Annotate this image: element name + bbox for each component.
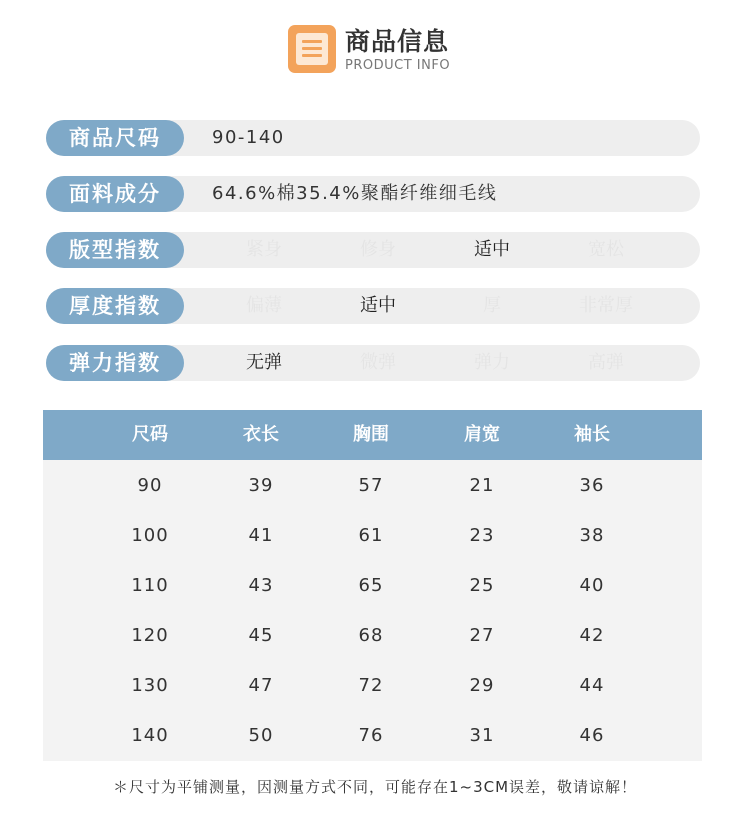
info-row-fabric bbox=[46, 176, 700, 212]
column-header: 肩宽 bbox=[464, 424, 500, 445]
table-cell: 29 bbox=[469, 675, 495, 696]
size-table bbox=[43, 410, 702, 761]
scale-option: 适中 bbox=[474, 239, 510, 260]
scale-option: 无弹 bbox=[246, 352, 282, 373]
table-cell: 68 bbox=[358, 625, 384, 646]
table-cell: 90 bbox=[137, 475, 163, 496]
table-cell: 57 bbox=[358, 475, 384, 496]
info-label: 面料成分 bbox=[46, 176, 184, 212]
info-row-thickness bbox=[46, 288, 700, 324]
scale-option: 宽松 bbox=[588, 239, 624, 260]
scale-option: 偏薄 bbox=[246, 295, 282, 316]
table-cell: 65 bbox=[358, 575, 384, 596]
table-cell: 46 bbox=[579, 725, 605, 746]
table-cell: 25 bbox=[469, 575, 495, 596]
info-label: 商品尺码 bbox=[46, 120, 184, 156]
scale-option: 微弹 bbox=[360, 352, 396, 373]
table-cell: 44 bbox=[579, 675, 605, 696]
table-cell: 39 bbox=[248, 475, 274, 496]
measurement-note: ＊尺寸为平铺测量，因测量方式不同，可能存在1~3CM误差，敬请谅解！ bbox=[112, 778, 638, 796]
table-cell: 36 bbox=[579, 475, 605, 496]
column-header: 衣长 bbox=[243, 424, 279, 445]
fabric-composition-value: 64.6%棉35.4%聚酯纤维细毛线 bbox=[212, 183, 498, 204]
table-cell: 110 bbox=[131, 575, 169, 596]
table-cell: 100 bbox=[131, 525, 169, 546]
table-cell: 43 bbox=[248, 575, 274, 596]
section-header bbox=[288, 22, 478, 78]
scale-option: 非常厚 bbox=[579, 295, 633, 316]
table-cell: 120 bbox=[131, 625, 169, 646]
table-cell: 61 bbox=[358, 525, 384, 546]
section-title: 商品信息 bbox=[345, 27, 450, 56]
table-cell: 50 bbox=[248, 725, 274, 746]
table-cell: 42 bbox=[579, 625, 605, 646]
column-header: 袖长 bbox=[574, 424, 610, 445]
info-row-fit bbox=[46, 232, 700, 268]
table-cell: 31 bbox=[469, 725, 495, 746]
table-cell: 76 bbox=[358, 725, 384, 746]
info-row-size bbox=[46, 120, 700, 156]
scale-option: 紧身 bbox=[246, 239, 282, 260]
table-cell: 47 bbox=[248, 675, 274, 696]
scale-option: 弹力 bbox=[474, 352, 510, 373]
table-cell: 41 bbox=[248, 525, 274, 546]
section-subtitle: PRODUCT INFO bbox=[345, 58, 451, 73]
scale-option: 厚 bbox=[483, 295, 501, 316]
table-header bbox=[43, 410, 702, 460]
table-cell: 27 bbox=[469, 625, 495, 646]
size-range-value: 90-140 bbox=[212, 127, 285, 148]
table-cell: 23 bbox=[469, 525, 495, 546]
column-header: 胸围 bbox=[353, 424, 389, 445]
info-row-elasticity bbox=[46, 345, 700, 381]
table-cell: 130 bbox=[131, 675, 169, 696]
table-cell: 140 bbox=[131, 725, 169, 746]
info-label: 厚度指数 bbox=[46, 288, 184, 324]
column-header: 尺码 bbox=[132, 424, 168, 445]
document-list-icon bbox=[288, 25, 336, 73]
info-label: 弹力指数 bbox=[46, 345, 184, 381]
scale-option: 修身 bbox=[360, 239, 396, 260]
info-label: 版型指数 bbox=[46, 232, 184, 268]
table-cell: 40 bbox=[579, 575, 605, 596]
scale-option: 适中 bbox=[360, 295, 396, 316]
table-cell: 21 bbox=[469, 475, 495, 496]
table-cell: 45 bbox=[248, 625, 274, 646]
table-cell: 72 bbox=[358, 675, 384, 696]
scale-option: 高弹 bbox=[588, 352, 624, 373]
table-cell: 38 bbox=[579, 525, 605, 546]
